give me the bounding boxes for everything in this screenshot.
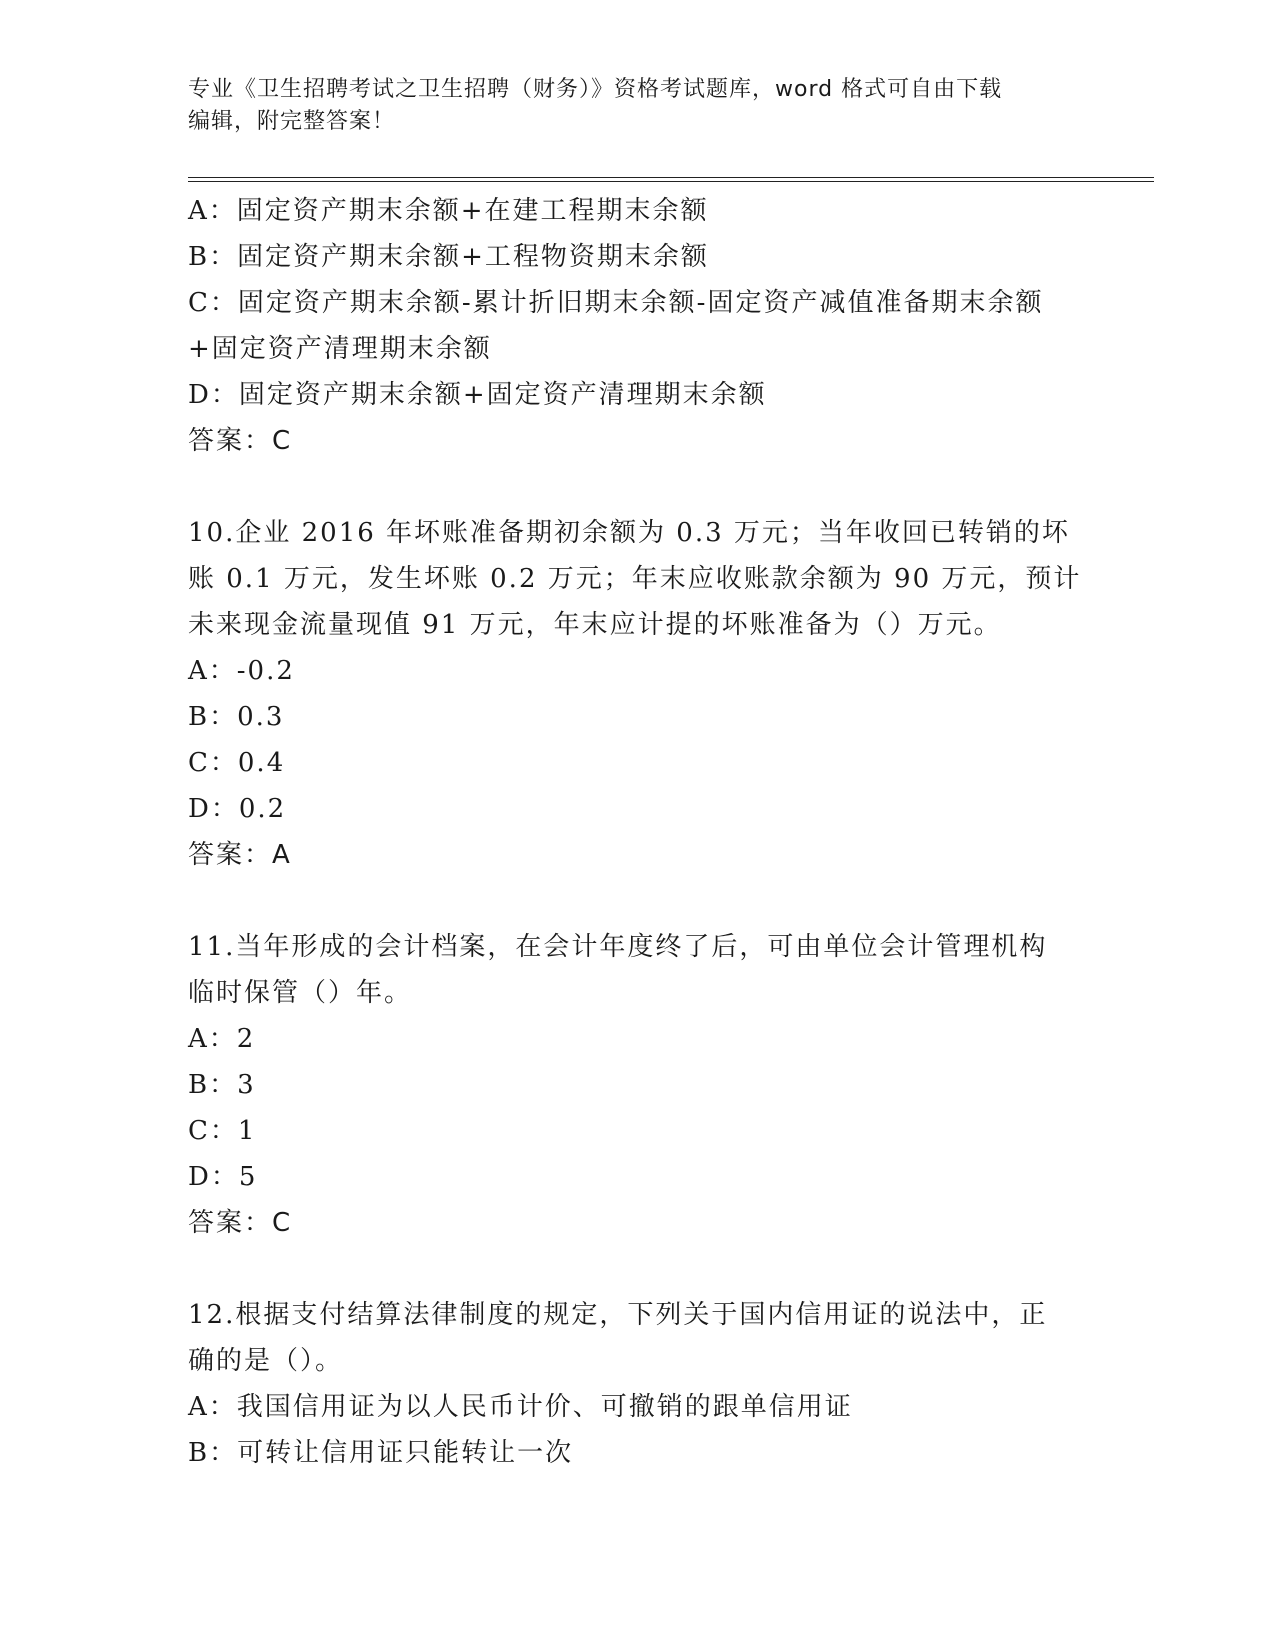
question-stem-line-2: 账 0.1 万元，发生坏账 0.2 万元；年末应收账款余额为 90 万元，预计 (188, 564, 1082, 594)
spacer (188, 878, 1078, 924)
option-a: A：2 (188, 1024, 256, 1054)
question-list (188, 188, 1082, 1476)
option-c-line-1: C：固定资产期末余额-累计折旧期末余额-固定资产减值准备期末余额 (188, 288, 1044, 318)
answer: 答案：C (188, 1208, 293, 1238)
question-10 (188, 510, 1082, 878)
document-header (188, 74, 1068, 138)
option-a: A：固定资产期末余额+在建工程期末余额 (188, 196, 709, 226)
question-stem-line-2: 临时保管（）年。 (188, 978, 413, 1008)
option-b: B：3 (188, 1070, 256, 1100)
answer: 答案：C (188, 426, 293, 456)
question-11 (188, 924, 1078, 1246)
question-stem-line-1: 10.企业 2016 年坏账准备期初余额为 0.3 万元；当年收回已转销的坏 (188, 518, 1070, 548)
spacer (188, 1246, 1078, 1292)
option-d: D：固定资产期末余额+固定资产清理期末余额 (188, 380, 767, 410)
option-b: B：0.3 (188, 702, 285, 732)
answer: 答案：A (188, 840, 292, 870)
question-stem-line-1: 11.当年形成的会计档案，在会计年度终了后，可由单位会计管理机构 (188, 932, 1048, 962)
question-stem-line-2: 确的是（）。 (188, 1346, 344, 1376)
option-d: D：0.2 (188, 794, 287, 824)
option-b: B：可转让信用证只能转让一次 (188, 1438, 574, 1468)
question-stem-line-3: 未来现金流量现值 91 万元，年末应计提的坏账准备为（）万元。 (188, 610, 1002, 640)
option-c-line-2: +固定资产清理期末余额 (188, 334, 492, 364)
header-line-1: 专业《卫生招聘考试之卫生招聘（财务）》资格考试题库，word 格式可自由下载 (188, 77, 1003, 102)
question-stem-line-1: 12.根据支付结算法律制度的规定，下列关于国内信用证的说法中，正 (188, 1300, 1048, 1330)
header-divider-top (188, 177, 1154, 178)
option-c: C：1 (188, 1116, 257, 1146)
question-9 (188, 188, 1078, 464)
option-a: A：我国信用证为以人民币计价、可撤销的跟单信用证 (188, 1392, 853, 1422)
header-divider-bottom (188, 181, 1154, 182)
spacer (188, 464, 1078, 510)
option-d: D：5 (188, 1162, 258, 1192)
header-line-2: 编辑，附完整答案！ (188, 109, 396, 134)
option-b: B：固定资产期末余额+工程物资期末余额 (188, 242, 709, 272)
question-12 (188, 1292, 1078, 1476)
option-c: C：0.4 (188, 748, 286, 778)
option-a: A：-0.2 (188, 656, 295, 686)
